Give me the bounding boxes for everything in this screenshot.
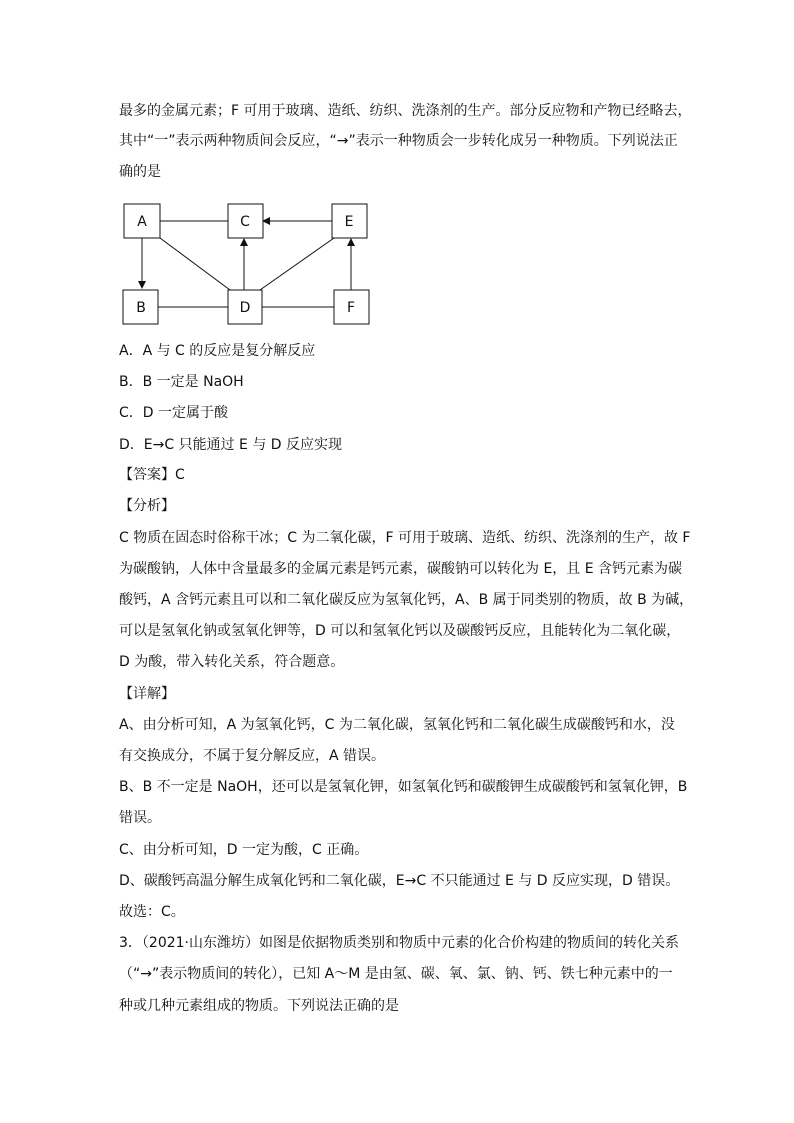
detail-line-5: C、由分析可知，D 一定为酸，C 正确。 — [119, 842, 369, 858]
node-b-label: B — [136, 300, 146, 316]
analysis-line-5: D 为酸，带入转化关系，符合题意。 — [119, 654, 345, 670]
intro-line-2: 其中“一”表示两种物质间会反应，“→”表示一种物质会一步转化成另一种物质。下列说法正 — [119, 133, 678, 149]
detail-line-2: 有交换成分，不属于复分解反应，A 错误。 — [119, 748, 386, 764]
detail-line-4: 错误。 — [119, 810, 161, 826]
option-b: B．B 一定是 NaOH — [119, 374, 244, 390]
intro-line-1: 最多的金属元素；F 可用于玻璃、造纸、纺织、洗涤剂的生产。部分反应物和产物已经略去， — [119, 103, 692, 119]
question3-line-1: 3．（2021·山东潍坊）如图是依据物质类别和物质中元素的化合价构建的物质间的转化关系 — [119, 935, 679, 951]
node-f-label: F — [346, 300, 356, 316]
reaction-diagram — [110, 190, 390, 340]
edge-a-d — [160, 238, 230, 290]
detail-line-7: 故选：C。 — [119, 904, 185, 920]
option-a: A．A 与 C 的反应是复分解反应 — [119, 343, 316, 359]
analysis-line-1: C 物质在固态时俗称干冰；C 为二氧化碳，F 可用于玻璃、造纸、纺织、洗涤剂的生产，故 F — [119, 530, 691, 546]
node-e-label: E — [344, 214, 354, 230]
detail-line-3: B、B 不一定是 NaOH，还可以是氢氧化钾，如氢氧化钙和碳酸钾生成碳酸钙和氢氧化钾，B — [119, 779, 688, 795]
analysis-line-2: 为碳酸钠，人体中含量最多的金属元素是钙元素，碳酸钠可以转化为 E，且 E 含钙元素为碳 — [119, 561, 683, 577]
detail-heading: 【详解】 — [119, 686, 175, 702]
intro-line-3: 确的是 — [119, 164, 161, 180]
node-c-label: C — [240, 214, 250, 230]
analysis-heading: 【分析】 — [119, 498, 175, 514]
edge-d-e — [260, 238, 334, 290]
question3-line-2: （“→”表示物质间的转化），已知 A～M 是由氢、碳、氧、氯、钠、钙、铁七种元素中的一 — [119, 966, 673, 982]
node-a-label: A — [137, 214, 147, 230]
option-c: C．D 一定属于酸 — [119, 405, 229, 421]
detail-line-1: A、由分析可知，A 为氢氧化钙，C 为二氧化碳，氢氧化钙和二氧化碳生成碳酸钙和水，没 — [119, 717, 675, 733]
node-d-label: D — [239, 300, 251, 316]
question3-line-3: 种或几种元素组成的物质。下列说法正确的是 — [119, 998, 399, 1014]
option-d: D．E→C 只能通过 E 与 D 反应实现 — [119, 437, 343, 453]
answer-line: 【答案】C — [119, 467, 185, 483]
analysis-line-4: 可以是氢氧化钠或氢氧化钾等，D 可以和氢氧化钙以及碳酸钙反应，且能转化为二氧化碳， — [119, 623, 681, 639]
analysis-line-3: 酸钙，A 含钙元素且可以和二氧化碳反应为氢氧化钙，A、B 属于同类别的物质，故 B 为碱， — [119, 592, 694, 608]
detail-line-6: D、碳酸钙高温分解生成氧化钙和二氧化碳，E→C 不只能通过 E 与 D 反应实现，D 错误。 — [119, 873, 680, 889]
